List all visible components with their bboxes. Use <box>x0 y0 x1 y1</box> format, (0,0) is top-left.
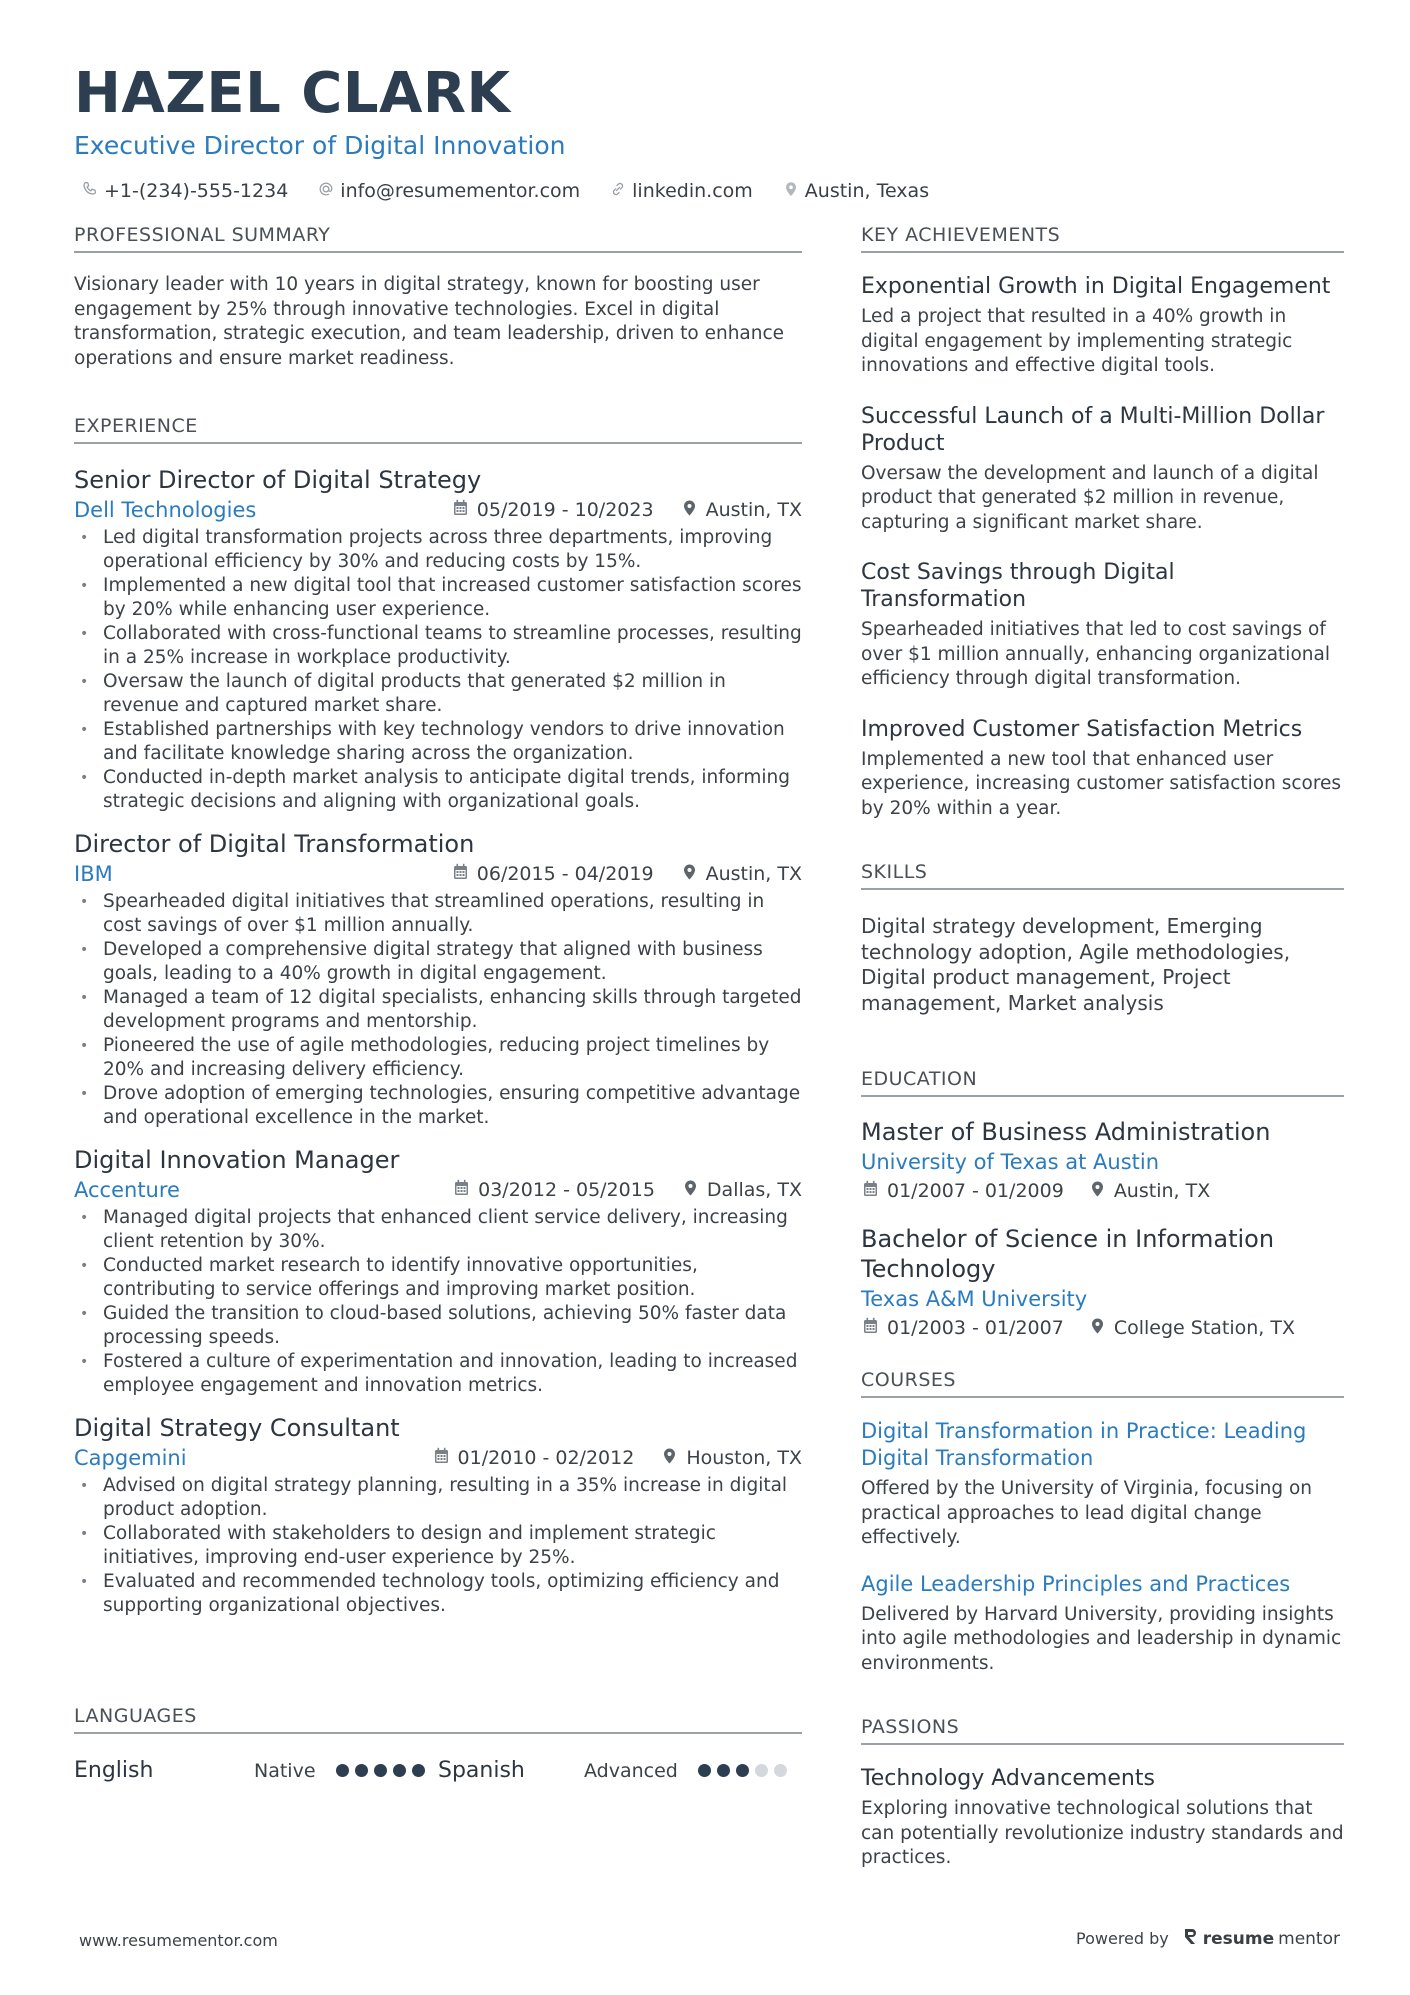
job-location-text: Dallas, TX <box>706 1179 802 1201</box>
job-title: Senior Director of Digital Strategy <box>74 466 482 494</box>
education-dates <box>863 1317 1064 1339</box>
contact-location <box>783 180 929 202</box>
education-location-text: College Station, TX <box>1113 1317 1295 1339</box>
passion-item <box>861 1765 1344 1871</box>
location-text: Austin, Texas <box>804 180 930 202</box>
at-icon <box>318 180 334 202</box>
job-meta <box>74 862 802 886</box>
job-bullet: • Advised on digital strategy planning, resulting in a 35% increase in digital product adoption. <box>74 1474 802 1522</box>
experience-heading: EXPERIENCE <box>74 415 802 444</box>
linkedin-text: linkedin.com <box>632 180 753 202</box>
job-location-text: Houston, TX <box>686 1447 802 1469</box>
rating-dot <box>336 1764 349 1777</box>
achievement-item <box>861 716 1344 822</box>
job-bullet: • Drove adoption of emerging technologies, ensuring competitive advantage and operational excellence in the market. <box>74 1082 802 1130</box>
company-name: IBM <box>74 862 113 886</box>
skills-text: Digital strategy development, Emerging technology adoption, Agile methodologies, Digital product management, Project management, Market analysis <box>861 914 1291 1015</box>
brand-logo-icon <box>1183 1926 1199 1951</box>
passion-desc: Exploring innovative technological solutions that can potentially revolutionize industry standards and practices. <box>861 1798 1344 1868</box>
powered-by-text: Powered by <box>1076 1929 1169 1948</box>
language-level: Advanced <box>584 1759 678 1782</box>
resume-header <box>74 58 1344 202</box>
achievement-item <box>861 403 1344 536</box>
rating-dot <box>412 1764 425 1777</box>
job-dates <box>453 499 654 521</box>
contact-email[interactable] <box>318 180 580 202</box>
education-item <box>861 1117 1344 1202</box>
job-meta <box>74 1178 802 1202</box>
job-title: Digital Strategy Consultant <box>74 1414 400 1442</box>
courses-heading: COURSES <box>861 1369 1344 1398</box>
passions-heading: PASSIONS <box>861 1716 1344 1745</box>
job-bullet: • Established partnerships with key technology vendors to drive innovation and facilitate knowledge sharing across the organization. <box>74 718 802 766</box>
education-item <box>861 1224 1344 1339</box>
job-dates <box>453 863 654 885</box>
job-bullet: • Pioneered the use of agile methodologies, reducing project timelines by 20% and increasing delivery efficiency. <box>74 1034 802 1082</box>
achievements-heading: KEY ACHIEVEMENTS <box>861 224 1344 253</box>
job-location-text: Austin, TX <box>705 499 802 521</box>
job-dates <box>454 1179 655 1201</box>
job-bullet: • Managed digital projects that enhanced client service delivery, increasing client retention by 30%. <box>74 1206 802 1254</box>
job-location-text: Austin, TX <box>705 863 802 885</box>
course-title: Digital Transformation in Practice: Leading Digital Transformation <box>861 1419 1307 1470</box>
candidate-title: Executive Director of Digital Innovation <box>74 131 566 160</box>
education-location <box>1090 1317 1295 1339</box>
achievement-title: Improved Customer Satisfaction Metrics <box>861 716 1303 742</box>
job-dates-text: 05/2019 - 10/2023 <box>476 499 654 521</box>
calendar-icon <box>453 863 468 885</box>
skills-heading: SKILLS <box>861 861 1344 890</box>
course-title: Agile Leadership Principles and Practices <box>861 1571 1291 1596</box>
job-bullet: • Fostered a culture of experimentation and innovation, leading to increased employee engagement and innovation metrics. <box>74 1350 802 1398</box>
location-icon <box>783 180 799 202</box>
job-entry <box>74 464 802 814</box>
calendar-icon <box>454 1179 469 1201</box>
contact-phone[interactable] <box>82 180 288 202</box>
job-location <box>682 499 802 521</box>
job-bullet: • Led digital transformation projects across three departments, improving operational efficiency by 30% and reducing costs by 15%. <box>74 526 802 574</box>
course-item <box>861 1418 1344 1551</box>
calendar-icon <box>434 1447 449 1469</box>
job-entry <box>74 828 802 1130</box>
language-name: Spanish <box>438 1758 525 1783</box>
languages-row <box>74 1758 802 1783</box>
languages-section <box>74 1705 802 1783</box>
course-desc: Offered by the University of Virginia, focusing on practical approaches to lead digital change effectively. <box>861 1478 1313 1548</box>
course-desc: Delivered by Harvard University, providing insights into agile methodologies and leadership in dynamic environments. <box>861 1603 1342 1674</box>
company-name: Accenture <box>74 1178 180 1202</box>
right-column <box>861 224 1344 1871</box>
languages-heading: LANGUAGES <box>74 1705 802 1734</box>
achievement-desc: Spearheaded initiatives that led to cost savings of over $1 million annually, enhancing organizational efficiency through digital transformation. <box>861 619 1330 689</box>
location-icon <box>683 1179 698 1201</box>
footer-branding <box>1076 1926 1340 1951</box>
job-title: Director of Digital Transformation <box>74 830 475 858</box>
education-meta <box>861 1180 1344 1202</box>
company-name: Capgemini <box>74 1446 187 1470</box>
job-bullets <box>74 1206 802 1398</box>
rating-dot <box>755 1764 768 1777</box>
job-bullets <box>74 526 802 814</box>
contact-bar <box>74 180 1344 202</box>
rating-dot <box>355 1764 368 1777</box>
language-rating <box>698 1764 787 1777</box>
job-bullet: • Conducted in-depth market analysis to anticipate digital trends, informing strategic decisions and aligning with organizational goals. <box>74 766 802 814</box>
passion-title: Technology Advancements <box>861 1766 1155 1791</box>
rating-dot <box>374 1764 387 1777</box>
achievement-desc: Oversaw the development and launch of a digital product that generated $2 million in revenue, capturing a significant market share. <box>861 462 1319 533</box>
job-bullet: • Developed a comprehensive digital strategy that aligned with business goals, leading to a 40% growth in digital engagement. <box>74 938 802 986</box>
language-item <box>74 1758 438 1783</box>
job-bullets <box>74 890 802 1130</box>
email-text: info@resumementor.com <box>340 180 581 202</box>
job-meta <box>74 498 802 522</box>
education-dates-text: 01/2007 - 01/2009 <box>887 1180 1064 1202</box>
job-location <box>682 863 802 885</box>
job-bullets <box>74 1474 802 1618</box>
education-degree: Bachelor of Science in Information Technology <box>861 1225 1275 1283</box>
job-dates <box>434 1447 635 1469</box>
education-location <box>1090 1180 1210 1202</box>
education-school: University of Texas at Austin <box>861 1150 1160 1174</box>
location-icon <box>1090 1317 1105 1339</box>
job-meta-right <box>434 1447 802 1469</box>
rating-dot <box>717 1764 730 1777</box>
language-rating <box>336 1764 425 1777</box>
education-dates <box>863 1180 1064 1202</box>
education-heading: EDUCATION <box>861 1068 1344 1097</box>
link-icon <box>610 180 626 202</box>
candidate-name: HAZEL CLARK <box>74 61 511 126</box>
left-column <box>74 224 802 1632</box>
footer-website[interactable]: www.resumementor.com <box>79 1931 278 1950</box>
summary-text: Visionary leader with 10 years in digital strategy, known for boosting user engagement by 25% through innovative technologies. Excel in digital transformation, strategic execution, and team leadership, driven to enhance operations and ensure market readiness. <box>74 274 785 369</box>
rating-dot <box>736 1764 749 1777</box>
achievement-title: Exponential Growth in Digital Engagement <box>861 274 1331 299</box>
job-meta-right <box>453 863 802 885</box>
language-name: English <box>74 1758 154 1783</box>
education-dates-text: 01/2003 - 01/2007 <box>887 1317 1064 1339</box>
contact-linkedin[interactable] <box>610 180 753 202</box>
achievement-desc: Led a project that resulted in a 40% growth in digital engagement by implementing strategic innovations and effective digital tools. <box>861 306 1293 376</box>
brand-logo[interactable] <box>1183 1926 1340 1951</box>
achievement-item <box>861 559 1344 692</box>
course-item <box>861 1571 1344 1677</box>
job-bullet: • Collaborated with cross-functional teams to streamline processes, resulting in a 25% increase in workplace productivity. <box>74 622 802 670</box>
education-meta <box>861 1317 1344 1339</box>
job-bullet: • Spearheaded digital initiatives that streamlined operations, resulting in cost savings of over $1 million annually. <box>74 890 802 938</box>
location-icon <box>682 499 697 521</box>
achievement-title: Cost Savings through Digital Transformation <box>861 560 1175 612</box>
calendar-icon <box>863 1180 878 1202</box>
job-meta-right <box>453 499 802 521</box>
calendar-icon <box>863 1317 878 1339</box>
achievement-title: Successful Launch of a Multi-Million Dollar Product <box>861 403 1325 456</box>
location-icon <box>682 863 697 885</box>
summary-heading: PROFESSIONAL SUMMARY <box>74 224 802 253</box>
education-school: Texas A&M University <box>861 1287 1088 1311</box>
phone-text: +1-(234)-555-1234 <box>104 180 289 202</box>
job-bullet: • Conducted market research to identify innovative opportunities, contributing to service offerings and improving market position. <box>74 1254 802 1302</box>
phone-icon <box>82 180 98 202</box>
brand-name-light: mentor <box>1278 1928 1340 1949</box>
job-bullet: • Managed a team of 12 digital specialists, enhancing skills through targeted development programs and mentorship. <box>74 986 802 1034</box>
job-dates-text: 03/2012 - 05/2015 <box>478 1179 655 1201</box>
job-location <box>662 1447 802 1469</box>
company-name: Dell Technologies <box>74 498 257 522</box>
brand-name-bold: resume <box>1202 1928 1275 1949</box>
achievement-desc: Implemented a new tool that enhanced user experience, increasing customer satisfaction scores by 20% within a year. <box>861 748 1342 819</box>
job-dates-text: 01/2010 - 02/2012 <box>457 1447 635 1469</box>
language-item <box>438 1758 802 1783</box>
job-bullet: • Evaluated and recommended technology tools, optimizing efficiency and supporting organizational objectives. <box>74 1570 802 1618</box>
calendar-icon <box>453 499 468 521</box>
job-bullet: • Collaborated with stakeholders to design and implement strategic initiatives, improving end-user experience by 25%. <box>74 1522 802 1570</box>
education-location-text: Austin, TX <box>1113 1180 1211 1202</box>
job-entry <box>74 1412 802 1618</box>
job-bullet: • Implemented a new digital tool that increased customer satisfaction scores by 20% while enhancing user experience. <box>74 574 802 622</box>
rating-dot <box>698 1764 711 1777</box>
location-icon <box>1090 1180 1105 1202</box>
achievement-item <box>861 273 1344 379</box>
location-icon <box>662 1447 677 1469</box>
job-location <box>683 1179 802 1201</box>
job-meta-right <box>454 1179 802 1201</box>
job-title: Digital Innovation Manager <box>74 1146 400 1174</box>
job-dates-text: 06/2015 - 04/2019 <box>476 863 654 885</box>
rating-dot <box>393 1764 406 1777</box>
job-meta <box>74 1446 802 1470</box>
rating-dot <box>774 1764 787 1777</box>
job-bullet: • Oversaw the launch of digital products that generated $2 million in revenue and captured market share. <box>74 670 802 718</box>
education-degree: Master of Business Administration <box>861 1118 1271 1146</box>
job-entry <box>74 1144 802 1398</box>
job-bullet: • Guided the transition to cloud-based solutions, achieving 50% faster data processing speeds. <box>74 1302 802 1350</box>
language-level: Native <box>254 1759 316 1782</box>
